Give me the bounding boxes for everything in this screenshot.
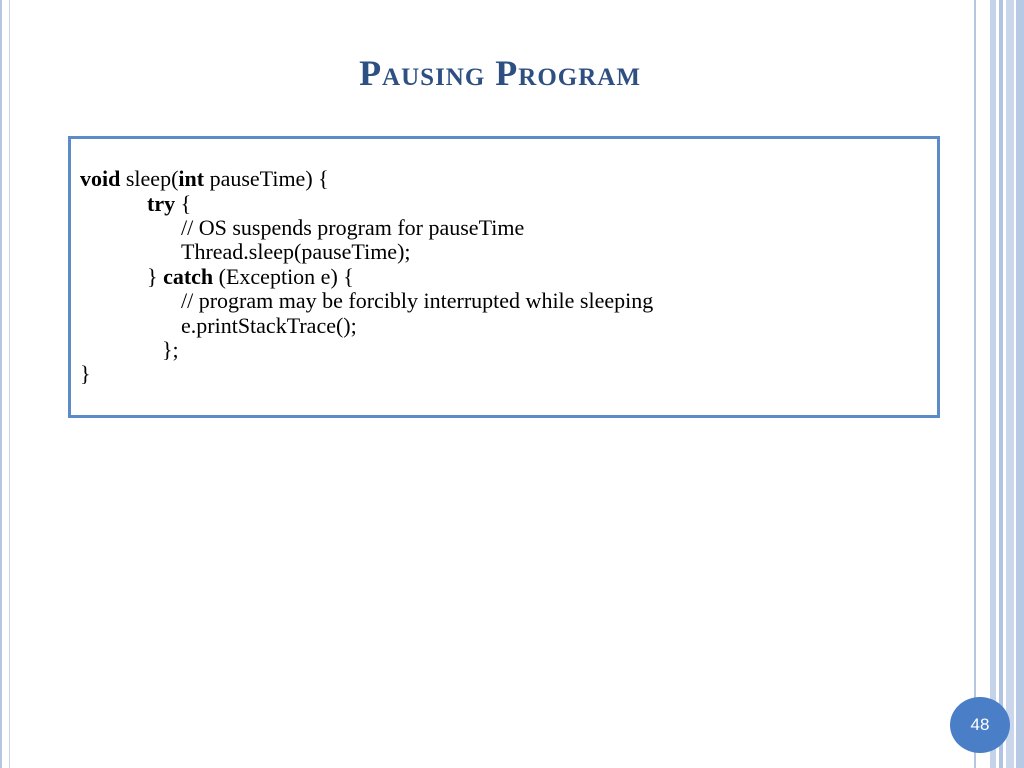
left-border-decoration — [0, 0, 10, 768]
keyword-catch: catch — [163, 264, 214, 289]
code-line-6: // program may be forcibly interrupted while sleeping — [181, 288, 654, 313]
code-line-2 — [147, 192, 191, 216]
slide-title: Pausing Program — [359, 53, 641, 93]
code-line-1 — [80, 167, 329, 191]
code-text: (Exception e) { — [213, 264, 354, 289]
code-text: } — [147, 264, 164, 289]
code-line-3: // OS suspends program for pauseTime — [181, 215, 525, 240]
keyword-int: int — [178, 166, 205, 191]
keyword-void: void — [80, 166, 121, 191]
page-number-badge: 48 — [950, 697, 1010, 753]
code-text: pauseTime) { — [204, 166, 329, 191]
keyword-try: try — [147, 191, 176, 216]
right-stripes-decoration — [974, 0, 1024, 768]
code-text: sleep( — [120, 166, 179, 191]
code-box — [68, 136, 940, 418]
code-text: { — [175, 191, 192, 216]
code-line-7: e.printStackTrace(); — [181, 313, 357, 338]
code-line-5 — [147, 265, 354, 289]
code-line-9: } — [80, 361, 91, 386]
code-line-4: Thread.sleep(pauseTime); — [181, 239, 411, 264]
code-line-8: }; — [162, 337, 179, 362]
